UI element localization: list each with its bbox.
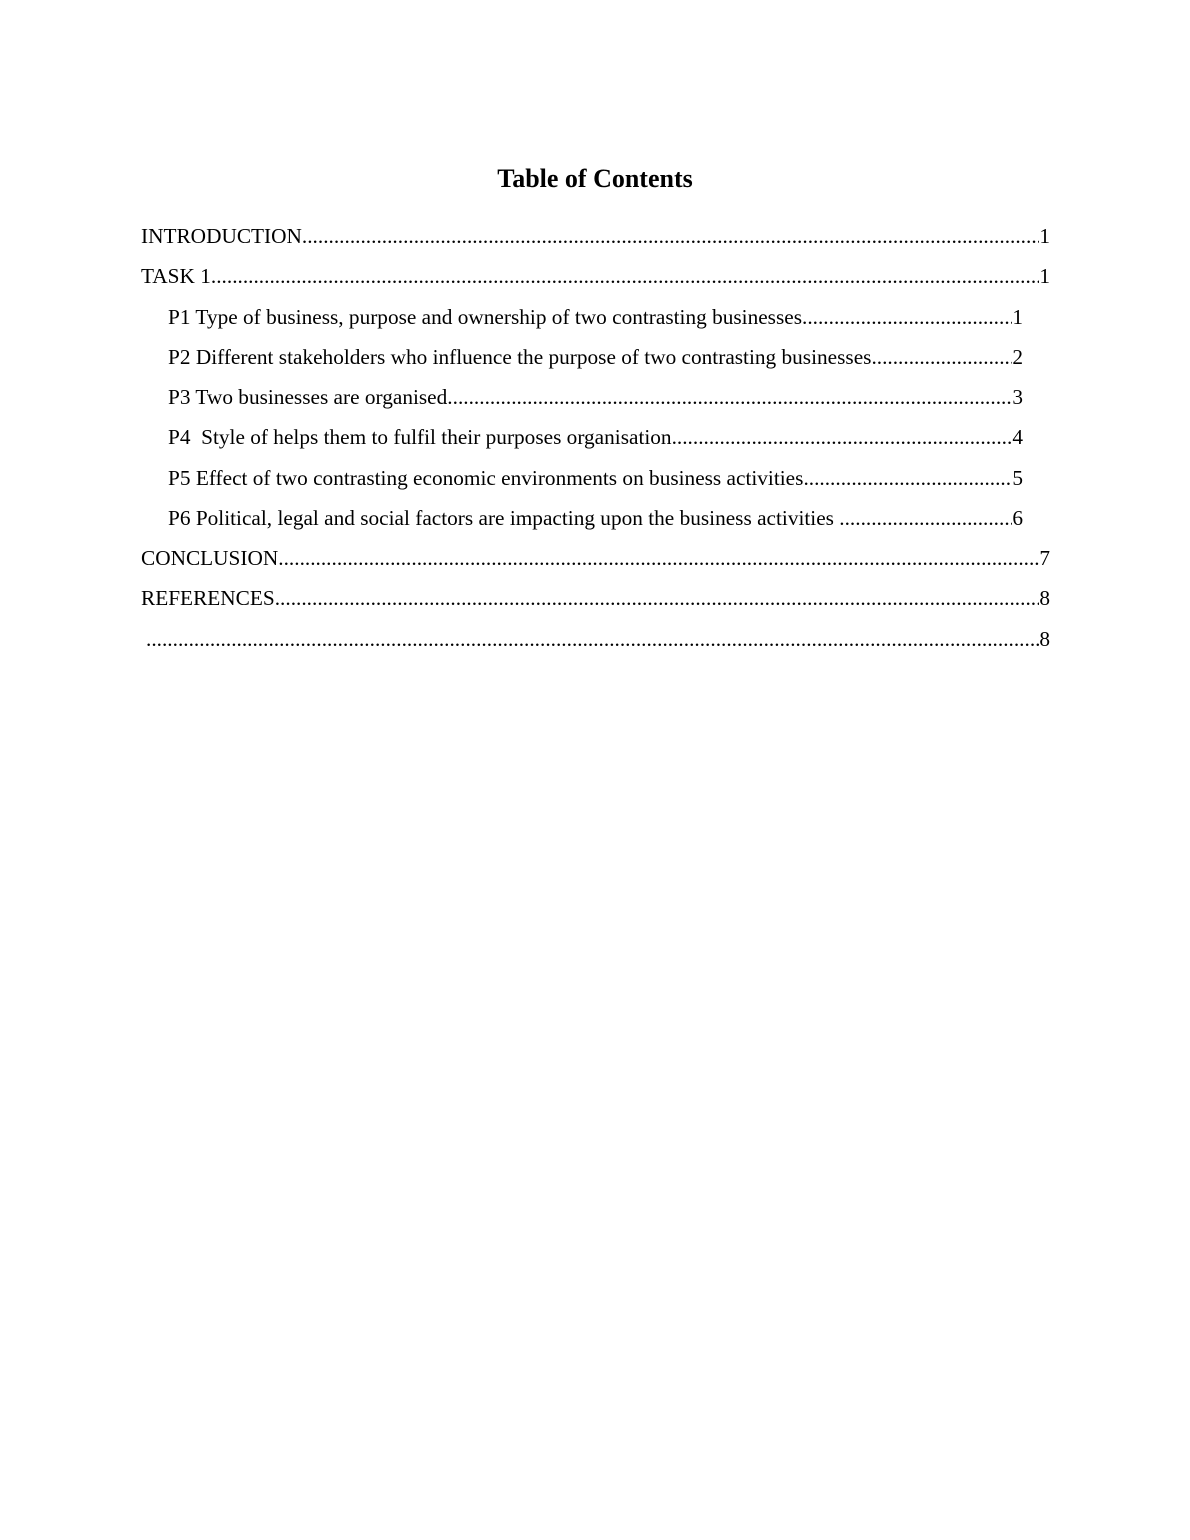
toc-dot-leader [802, 299, 1012, 335]
toc-entry-label: P1 Type of business, purpose and ownership of two contrasting businesses [168, 304, 802, 329]
toc-entry-label: P2 Different stakeholders who influence the purpose of two contrasting businesses [168, 344, 872, 369]
toc-page-number: 2 [1012, 344, 1023, 369]
toc-page-number: 5 [1012, 465, 1023, 490]
toc-entry-p1[interactable] [168, 299, 1023, 339]
toc-entry-conclusion[interactable] [141, 540, 1050, 580]
toc-entry-label: REFERENCES [141, 586, 275, 611]
toc-dot-leader [146, 621, 1039, 657]
toc-entry-label: TASK 1 [141, 264, 211, 289]
toc-entry-p4[interactable] [168, 419, 1023, 459]
toc-entry-label: CONCLUSION [141, 546, 279, 570]
toc-dot-leader [211, 258, 1039, 294]
toc-page-number: 6 [1012, 505, 1023, 530]
toc-list [0, 218, 1190, 661]
toc-entry-label: P6 Political, legal and social factors are impacting upon the business activities [168, 505, 840, 530]
toc-dot-leader [672, 419, 1013, 455]
toc-dot-leader [278, 540, 1039, 576]
toc-entry-p2[interactable] [168, 339, 1023, 379]
toc-dot-leader [302, 218, 1039, 254]
toc-entry-introduction[interactable] [141, 218, 1050, 258]
toc-page-number: 1 [1039, 264, 1050, 289]
toc-page-number: 8 [1039, 626, 1050, 651]
toc-entry-label: P3 Two businesses are organised [168, 385, 448, 409]
toc-entry-references[interactable] [141, 580, 1050, 620]
toc-page-number: 1 [1039, 224, 1050, 248]
toc-dot-leader [447, 379, 1012, 415]
toc-entry-label: INTRODUCTION [141, 224, 302, 248]
toc-entry-p3[interactable] [168, 379, 1023, 419]
toc-dot-leader [275, 580, 1040, 616]
page-title: Table of Contents [497, 164, 693, 193]
toc-dot-leader [803, 460, 1012, 496]
toc-entry-task-1[interactable] [141, 258, 1050, 298]
toc-entry-p6[interactable] [168, 500, 1023, 540]
toc-page-number: 3 [1012, 385, 1023, 409]
toc-entry-label: P5 Effect of two contrasting economic environments on business activities [168, 465, 804, 490]
toc-entry-label: P4 Style of helps them to fulfil their purposes organisation [168, 425, 672, 450]
toc-page-number: 1 [1012, 304, 1023, 329]
toc-dot-leader [839, 500, 1012, 536]
toc-entry-p5[interactable] [168, 460, 1023, 500]
toc-page-number: 8 [1039, 586, 1050, 611]
toc-dot-leader [871, 339, 1012, 375]
toc-page-number: 4 [1012, 425, 1023, 450]
toc-page-number: 7 [1039, 546, 1050, 570]
toc-entry-untitled[interactable] [141, 621, 1050, 661]
